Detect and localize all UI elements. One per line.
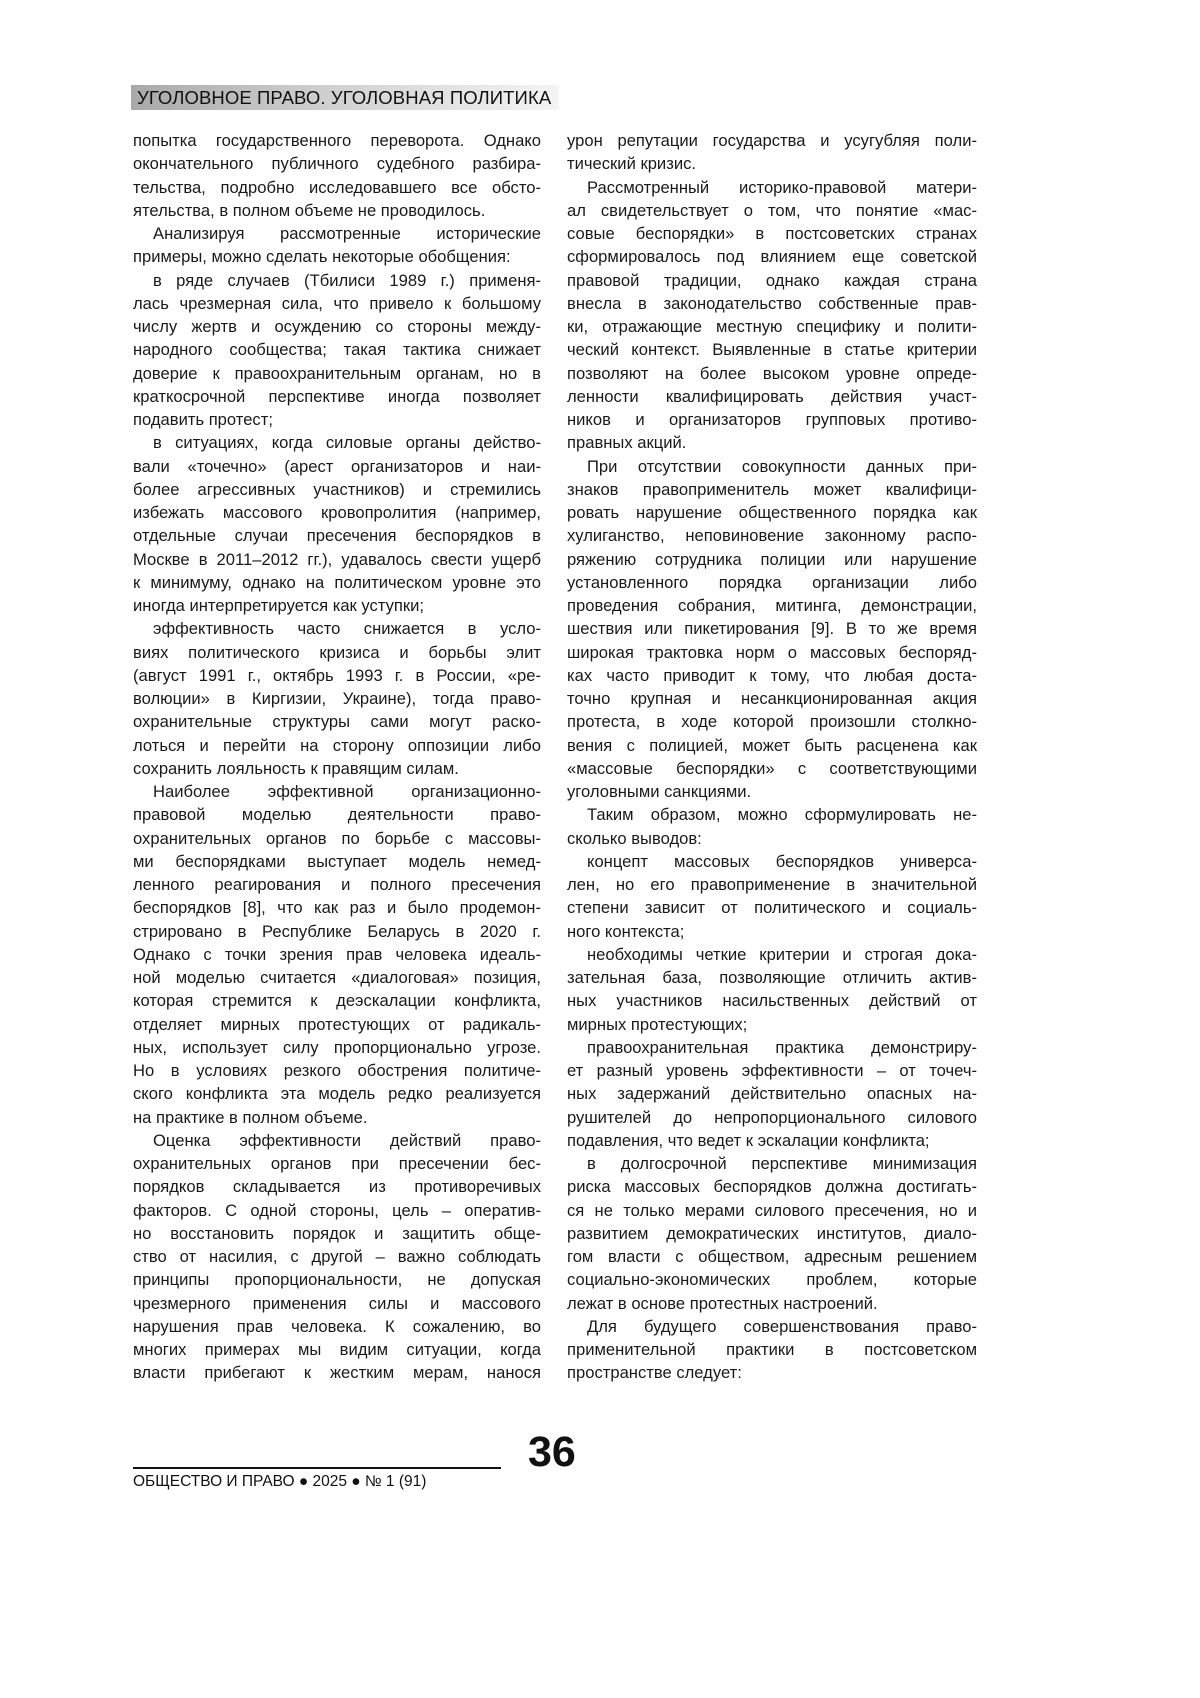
- paragraph: [133, 431, 541, 617]
- text-line: «массовые беспорядки» с соответствующими: [567, 757, 977, 780]
- text-line: нарушения прав человека. К сожалению, во: [133, 1315, 541, 1338]
- text-line: шествия или пикетирования [9]. В то же время: [567, 617, 977, 640]
- text-line: подавить протест;: [133, 408, 541, 431]
- text-line: порядков складывается из противоречивых: [133, 1175, 541, 1198]
- section-header: [131, 85, 559, 110]
- text-line: степени зависит от политического и социаль-: [567, 896, 977, 919]
- text-line: вения с полицией, может быть расценена как: [567, 734, 977, 757]
- text-line: примеры, можно сделать некоторые обобщения:: [133, 245, 541, 268]
- text-line: иногда интерпретируется как уступки;: [133, 594, 541, 617]
- text-line: факторов. С одной стороны, цель – оператив-: [133, 1199, 541, 1222]
- text-line: риска массовых беспорядков должна достигать-: [567, 1175, 977, 1198]
- text-line: ческий контекст. Выявленные в статье критерии: [567, 338, 977, 361]
- text-line: Анализируя рассмотренные исторические: [133, 222, 541, 245]
- paragraph: [133, 129, 541, 222]
- text-line: социально-экономических проблем, которые: [567, 1268, 977, 1291]
- text-line: власти прибегают к жестким мерам, нанося: [133, 1361, 541, 1384]
- paragraph: [567, 1315, 977, 1385]
- text-line: Однако с точки зрения прав человека идеаль-: [133, 943, 541, 966]
- paragraph: [567, 803, 977, 850]
- text-line: в долгосрочной перспективе минимизация: [567, 1152, 977, 1175]
- text-line: сохранить лояльность к правящим силам.: [133, 757, 541, 780]
- text-line: лась чрезмерная сила, что привело к большому: [133, 292, 541, 315]
- text-line: (август 1991 г., октябрь 1993 г. в России, «ре-: [133, 664, 541, 687]
- paragraph: [567, 943, 977, 1036]
- text-line: подавления, что ведет к эскалации конфликта;: [567, 1129, 977, 1152]
- text-line: к минимуму, однако на политическом уровне это: [133, 571, 541, 594]
- text-line: на практике в полном объеме.: [133, 1106, 541, 1129]
- text-line: Оценка эффективности действий право-: [133, 1129, 541, 1152]
- text-line: ся не только мерами силового пресечения, но и: [567, 1199, 977, 1222]
- text-line: охранительных органов при пресечении бес-: [133, 1152, 541, 1175]
- text-line: принципы пропорциональности, не допуская: [133, 1268, 541, 1291]
- text-line: ках часто приводит к тому, что любая доста-: [567, 664, 977, 687]
- text-line: сколько выводов:: [567, 827, 977, 850]
- text-line: широкая трактовка норм о массовых беспоряд-: [567, 641, 977, 664]
- right-column: [567, 129, 977, 1385]
- text-line: ников и организаторов групповых противо-: [567, 408, 977, 431]
- text-line: При отсутствии совокупности данных при-: [567, 455, 977, 478]
- text-line: числу жертв и осуждению со стороны между-: [133, 315, 541, 338]
- text-line: народного сообщества; такая тактика снижает: [133, 338, 541, 361]
- text-line: которая стремится к деэскалации конфликта,: [133, 989, 541, 1012]
- text-line: охранительные структуры сами могут раско-: [133, 710, 541, 733]
- text-line: правовой моделью деятельности право-: [133, 803, 541, 826]
- text-line: краткосрочной перспективе иногда позволяет: [133, 385, 541, 408]
- footer-rule: [133, 1467, 501, 1469]
- text-line: проведения собрания, митинга, демонстрации,: [567, 594, 977, 617]
- text-line: ной моделью считается «диалоговая» позиция,: [133, 966, 541, 989]
- paragraph: [567, 455, 977, 804]
- text-line: мирных протестующих;: [567, 1013, 977, 1036]
- text-line: концепт массовых беспорядков универса-: [567, 850, 977, 873]
- text-line: Наиболее эффективной организационно-: [133, 780, 541, 803]
- text-line: Рассмотренный историко-правовой матери-: [567, 176, 977, 199]
- paragraph: [567, 1036, 977, 1152]
- text-line: гом власти с обществом, адресным решением: [567, 1245, 977, 1268]
- text-line: внесла в законодательство собственные прав-: [567, 292, 977, 315]
- text-line: Таким образом, можно сформулировать не-: [567, 803, 977, 826]
- text-line: тический кризис.: [567, 152, 977, 175]
- text-line: беспорядков [8], что как раз и было продемон-: [133, 896, 541, 919]
- text-line: правовой традиции, однако каждая страна: [567, 269, 977, 292]
- text-line: попытка государственного переворота. Однако: [133, 129, 541, 152]
- text-line: эффективность часто снижается в усло-: [133, 617, 541, 640]
- text-line: чрезмерного применения силы и массового: [133, 1292, 541, 1315]
- text-line: Москве в 2011–2012 гг.), удавалось свести ущерб: [133, 548, 541, 571]
- text-line: доверие к правоохранительным органам, но в: [133, 362, 541, 385]
- text-line: окончательного публичного судебного разбира-: [133, 152, 541, 175]
- paragraph: [567, 1152, 977, 1315]
- text-line: в ряде случаев (Тбилиси 1989 г.) применя-: [133, 269, 541, 292]
- paragraph: [133, 1129, 541, 1385]
- paragraph: [133, 780, 541, 1129]
- text-line: более агрессивных участников) и стремились: [133, 478, 541, 501]
- left-column: [133, 129, 541, 1385]
- text-line: ных участников насильственных действий от: [567, 989, 977, 1012]
- text-line: хулиганство, неповиновение законному распо-: [567, 524, 977, 547]
- text-line: ровать нарушение общественного порядка как: [567, 501, 977, 524]
- text-line: ленного реагирования и полного пресечения: [133, 873, 541, 896]
- text-line: ал свидетельствует о том, что понятие «мас-: [567, 199, 977, 222]
- journal-footer: ОБЩЕСТВО И ПРАВО ● 2025 ● № 1 (91): [133, 1473, 426, 1491]
- paragraph: [133, 617, 541, 780]
- text-line: лежат в основе протестных настроений.: [567, 1292, 977, 1315]
- section-title: УГОЛОВНОЕ ПРАВО. УГОЛОВНАЯ ПОЛИТИКА: [137, 87, 551, 109]
- text-line: позволяют на более высоком уровне опреде-: [567, 362, 977, 385]
- text-line: ряжению сотрудника полиции или нарушение: [567, 548, 977, 571]
- text-line: многих примерах мы видим ситуации, когда: [133, 1338, 541, 1361]
- text-line: пространстве следует:: [567, 1361, 977, 1384]
- text-line: ского конфликта эта модель редко реализуется: [133, 1082, 541, 1105]
- text-line: ство от насилия, с другой – важно соблюдать: [133, 1245, 541, 1268]
- text-line: зательная база, позволяющие отличить актив-: [567, 966, 977, 989]
- text-line: тельства, подробно исследовавшего все обсто-: [133, 176, 541, 199]
- paragraph: [567, 176, 977, 455]
- text-line: лен, но его правоприменение в значительной: [567, 873, 977, 896]
- text-line: протеста, в ходе которой произошли столкно-: [567, 710, 977, 733]
- text-line: совые беспорядки» в постсоветских странах: [567, 222, 977, 245]
- text-line: Но в условиях резкого обострения политиче-: [133, 1059, 541, 1082]
- text-line: отделяет мирных протестующих от радикаль-: [133, 1013, 541, 1036]
- text-line: знаков правоприменитель может квалифици-: [567, 478, 977, 501]
- paragraph: [567, 850, 977, 943]
- text-line: уголовными санкциями.: [567, 780, 977, 803]
- paragraph: [133, 269, 541, 432]
- text-line: сформировалось под влиянием еще советской: [567, 245, 977, 268]
- text-line: необходимы четкие критерии и строгая дока-: [567, 943, 977, 966]
- text-line: Для будущего совершенствования право-: [567, 1315, 977, 1338]
- text-line: ленности квалифицировать действия участ-: [567, 385, 977, 408]
- text-line: ных, использует силу пропорционально угрозе.: [133, 1036, 541, 1059]
- text-line: избежать массового кровопролития (например,: [133, 501, 541, 524]
- text-line: установленного порядка организации либо: [567, 571, 977, 594]
- text-line: лоться и перейти на сторону оппозиции либо: [133, 734, 541, 757]
- text-line: урон репутации государства и усугубляя поли-: [567, 129, 977, 152]
- text-line: развитием демократических институтов, диало-: [567, 1222, 977, 1245]
- text-line: правных акций.: [567, 431, 977, 454]
- page-number: 36: [528, 1428, 576, 1477]
- text-line: применительной практики в постсоветском: [567, 1338, 977, 1361]
- text-line: ных задержаний действительно опасных на-: [567, 1082, 977, 1105]
- paragraph: [133, 222, 541, 269]
- text-line: ми беспорядками выступает модель немед-: [133, 850, 541, 873]
- text-line: ного контекста;: [567, 920, 977, 943]
- text-line: в ситуациях, когда силовые органы действо-: [133, 431, 541, 454]
- text-line: виях политического кризиса и борьбы элит: [133, 641, 541, 664]
- text-line: правоохранительная практика демонстриру-: [567, 1036, 977, 1059]
- text-line: ет разный уровень эффективности – от точеч-: [567, 1059, 977, 1082]
- text-line: волюции» в Киргизии, Украине), тогда право-: [133, 687, 541, 710]
- text-line: вали «точечно» (арест организаторов и наи-: [133, 455, 541, 478]
- text-line: рушителей до непропорционального силового: [567, 1106, 977, 1129]
- text-line: охранительных органов по борьбе с массовы-: [133, 827, 541, 850]
- text-line: но восстановить порядок и защитить обще-: [133, 1222, 541, 1245]
- text-line: стрировано в Республике Беларусь в 2020 г.: [133, 920, 541, 943]
- text-line: точно крупная и несанкционированная акция: [567, 687, 977, 710]
- text-line: ятельства, в полном объеме не проводилось.: [133, 199, 541, 222]
- paragraph: [567, 129, 977, 176]
- text-line: отдельные случаи пресечения беспорядков в: [133, 524, 541, 547]
- text-line: ки, отражающие местную специфику и полити-: [567, 315, 977, 338]
